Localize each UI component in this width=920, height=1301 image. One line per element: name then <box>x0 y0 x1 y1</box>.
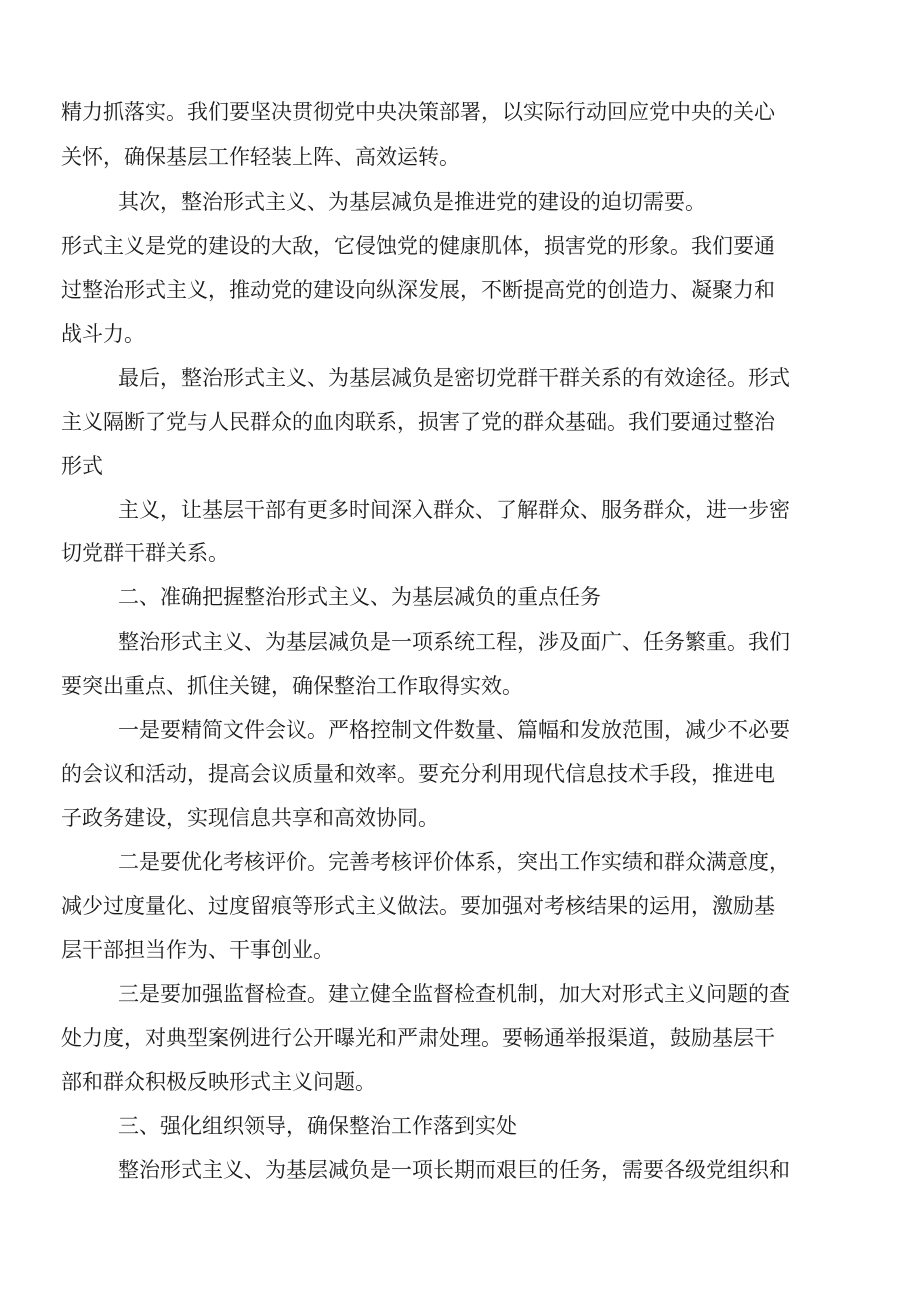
text-line: 主义隔断了党与人民群众的血肉联系，损害了党的群众基础。我们要通过整治 <box>61 410 775 434</box>
text-line: 层干部担当作为、干事创业。 <box>61 938 334 962</box>
section-heading: 二、准确把握整治形式主义、为基层减负的重点任务 <box>118 585 601 609</box>
text-line: 子政务建设，实现信息共享和高效协同。 <box>61 806 439 830</box>
text-line: 关怀，确保基层工作轻装上阵、高效运转。 <box>61 145 460 169</box>
text-line: 要突出重点、抓住关键，确保整治工作取得实效。 <box>61 674 523 698</box>
text-line: 二是要优化考核评价。完善考核评价体系，突出工作实绩和群众满意度， <box>118 850 790 874</box>
text-line: 形式主义是党的建设的大敌，它侵蚀党的健康肌体，损害党的形象。我们要通 <box>61 234 775 258</box>
text-line: 过整治形式主义，推动党的建设向纵深发展，不断提高党的创造力、凝聚力和 <box>61 278 775 302</box>
text-line: 减少过度量化、过度留痕等形式主义做法。要加强对考核结果的运用，激励基 <box>61 894 775 918</box>
text-line: 战斗力。 <box>61 322 145 346</box>
text-line: 整治形式主义、为基层减负是一项长期而艰巨的任务，需要各级党组织和 <box>118 1158 790 1182</box>
text-line: 精力抓落实。我们要坚决贯彻党中央决策部署，以实际行动回应党中央的关心 <box>61 100 775 124</box>
text-line: 一是要精简文件会议。严格控制文件数量、篇幅和发放范围，减少不必要 <box>118 718 790 742</box>
text-line: 处力度，对典型案例进行公开曝光和严肃处理。要畅通举报渠道，鼓励基层干 <box>61 1026 775 1050</box>
section-heading: 三、强化组织领导，确保整治工作落到实处 <box>118 1114 517 1138</box>
text-line: 整治形式主义、为基层减负是一项系统工程，涉及面广、任务繁重。我们 <box>118 630 790 654</box>
text-line: 部和群众积极反映形式主义问题。 <box>61 1070 376 1094</box>
text-line: 最后，整治形式主义、为基层减负是密切党群干群关系的有效途径。形式 <box>118 366 790 390</box>
text-line: 形式 <box>61 454 103 478</box>
text-line: 其次，整治形式主义、为基层减负是推进党的建设的迫切需要。 <box>118 190 706 214</box>
text-line: 的会议和活动，提高会议质量和效率。要充分利用现代信息技术手段，推进电 <box>61 762 775 786</box>
text-line: 切党群干群关系。 <box>61 541 229 565</box>
text-line: 主义，让基层干部有更多时间深入群众、了解群众、服务群众，进一步密 <box>118 498 790 522</box>
text-line: 三是要加强监督检查。建立健全监督检查机制，加大对形式主义问题的查 <box>118 982 790 1006</box>
